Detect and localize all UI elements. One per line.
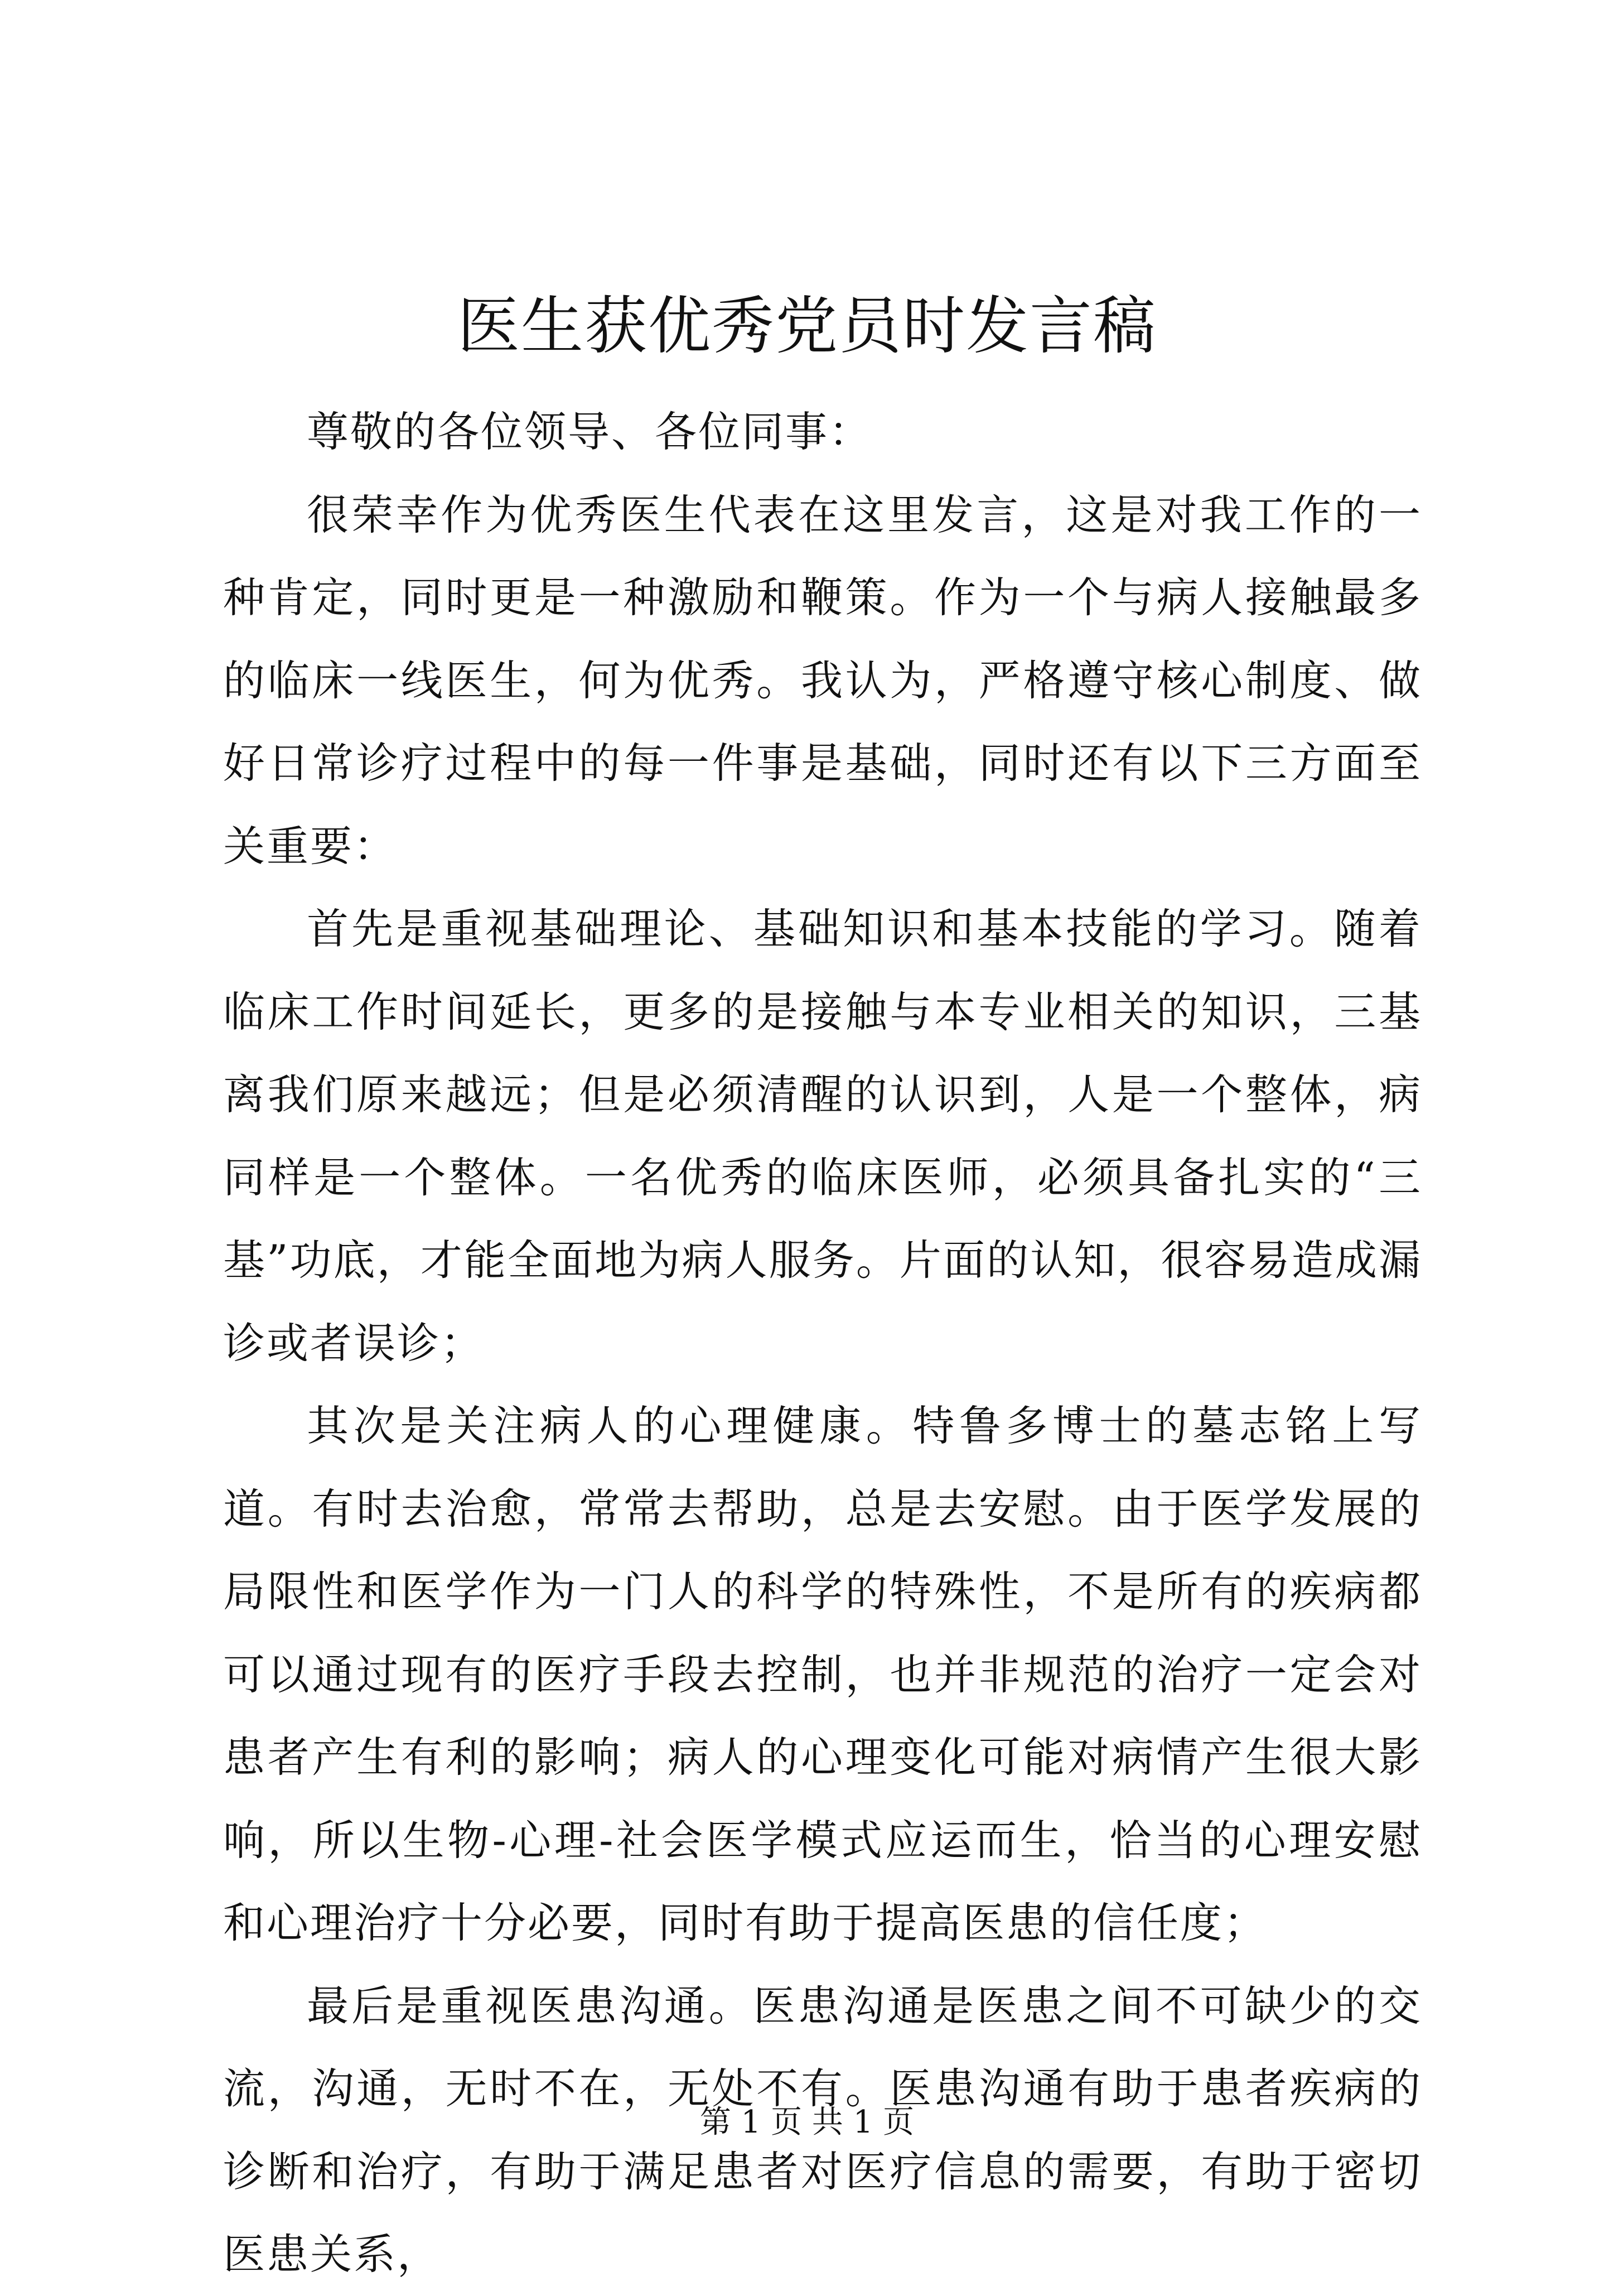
body-paragraph: 很荣幸作为优秀医生代表在这里发言，这是对我工作的一种肯定，同时更是一种激励和鞭策。作为一个与病人接触最多的临床一线医生，何为优秀。我认为，严格遵守核心制度、做好日常诊疗过程中的每一件事是基础，同时还有以下三方面至关重要： [223,490,1422,871]
salutation-paragraph: 尊敬的各位领导、各位同事： [307,407,873,456]
page-number: 第 1 页 共 1 页 [699,2104,915,2140]
document-body [223,390,1422,2296]
body-paragraph: 首先是重视基础理论、基础知识和基本技能的学习。随着临床工作时间延长，更多的是接触与本专业相关的知识，三基离我们原来越远；但是必须清醒的认识到，人是一个整体，病同样是一个整体。一名优秀的临床医师，必须具备扎实的“三基”功底，才能全面地为病人服务。片面的认知，很容易造成漏诊或者误诊； [223,904,1422,1368]
body-paragraph: 最后是重视医患沟通。医患沟通是医患之间不可缺少的交流，沟通，无时不在，无处不有。医患沟通有助于患者疾病的诊断和治疗，有助于满足患者对医疗信息的需要，有助于密切医患关系， [223,1981,1422,2279]
page-footer [0,2103,1614,2142]
page-title: 医生获优秀党员时发言稿 [457,290,1157,363]
body-paragraph: 其次是关注病人的心理健康。特鲁多博士的墓志铭上写道。有时去治愈，常常去帮助，总是去安慰。由于医学发展的局限性和医学作为一门人的科学的特殊性，不是所有的疾病都可以通过现有的医疗手段去控制，也并非规范的治疗一定会对患者产生有利的影响；病人的心理变化可能对病情产生很大影响，所以生物-心理-社会医学模式应运而生，恰当的心理安慰和心理治疗十分必要，同时有助于提高医患的信任度； [223,1401,1422,1947]
